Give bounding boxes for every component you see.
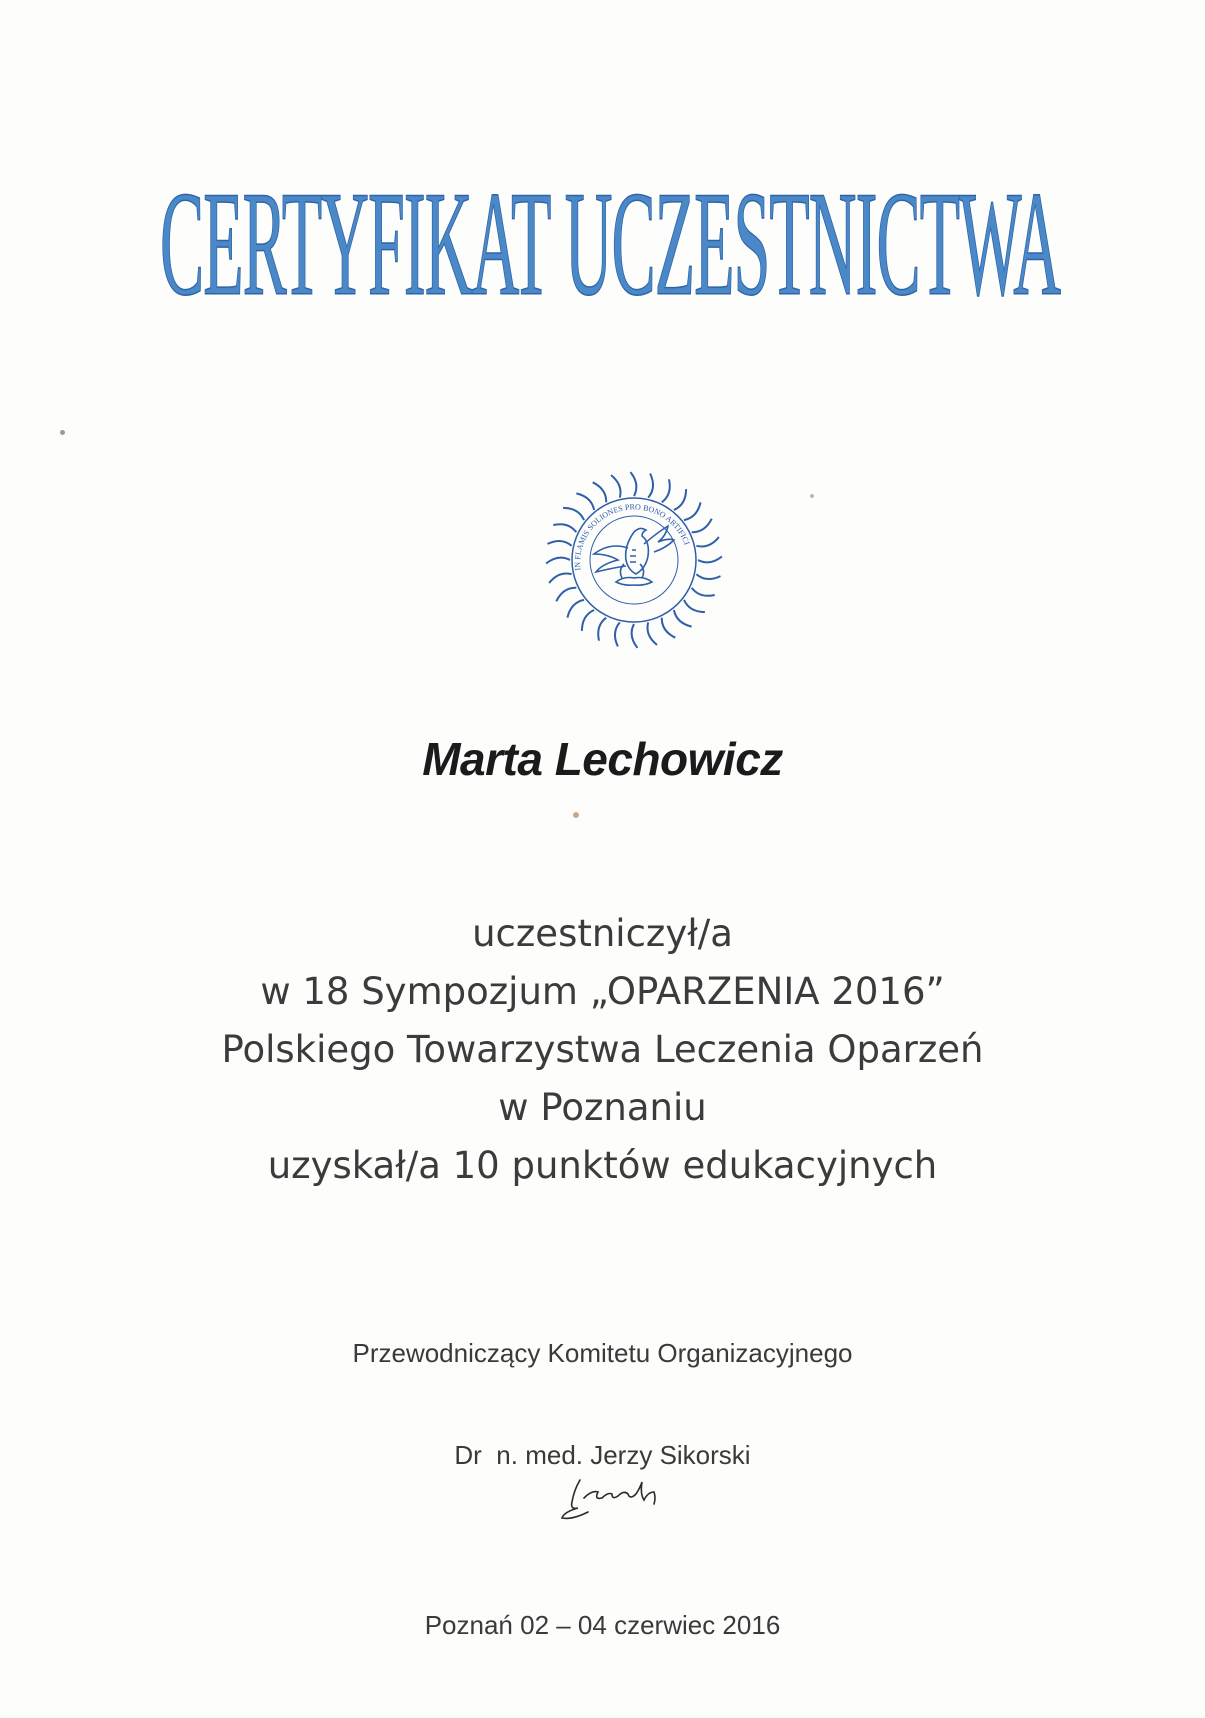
seal-ray xyxy=(549,573,572,583)
seal-ray xyxy=(567,600,584,618)
participant-name: Marta Lechowicz xyxy=(422,733,783,785)
seal-ray xyxy=(548,541,572,546)
body-line-2: w 18 Sympozjum „OPARZENIA 2016” xyxy=(260,970,945,1013)
seal-ray xyxy=(576,493,594,510)
seal-ray xyxy=(696,574,720,579)
seal-ray xyxy=(632,624,638,648)
handwritten-signature-icon xyxy=(558,1468,688,1528)
seal-ray xyxy=(692,519,712,533)
seal-ray xyxy=(582,610,594,631)
body-line-3: Polskiego Towarzystwa Leczenia Oparzeń xyxy=(221,1028,984,1071)
seal-ray xyxy=(553,524,576,532)
seal-ray xyxy=(615,622,620,646)
body-line-1: uczestniczył/a xyxy=(472,912,733,955)
scan-speck xyxy=(810,494,814,498)
seal-ray xyxy=(648,474,653,498)
place-and-date: Poznań 02 – 04 czerwiec 2016 xyxy=(424,1610,781,1640)
body-line-5: uzyskał/a 10 punktów edukacyjnych xyxy=(267,1144,938,1187)
scan-speck xyxy=(60,430,65,435)
seal-ray xyxy=(647,622,657,645)
seal-ray xyxy=(556,588,576,602)
seal-ray xyxy=(684,502,701,520)
body-line-4: w Poznaniu xyxy=(498,1086,707,1129)
seal-ray xyxy=(546,558,570,564)
seal-ray xyxy=(598,618,606,641)
committee-role: Przewodniczący Komitetu Organizacyjnego xyxy=(352,1338,853,1368)
seal-motto: IN FLAMIS SOLIONES PRO BONO ARTIFICI xyxy=(572,502,692,571)
seal-ray xyxy=(631,472,637,496)
seal-ray xyxy=(692,588,715,596)
seal-ray xyxy=(593,482,607,502)
signatory-name: Dr n. med. Jerzy Sikorski xyxy=(454,1440,751,1470)
seal-ray xyxy=(563,508,584,520)
seal-ray xyxy=(674,489,686,510)
phoenix-seal-icon xyxy=(524,460,744,660)
certificate-title xyxy=(110,150,1110,380)
certificate-title-text: CERTYFIKAT UCZESTNICTWA xyxy=(160,161,1062,327)
seal-ray xyxy=(698,557,722,563)
seal-ray xyxy=(662,618,676,638)
seal-ray xyxy=(684,600,705,612)
seal-ray xyxy=(611,475,621,498)
seal-ray xyxy=(696,537,719,547)
scan-speck xyxy=(573,812,579,818)
seal-ray xyxy=(662,479,670,502)
seal-ray xyxy=(674,610,692,627)
